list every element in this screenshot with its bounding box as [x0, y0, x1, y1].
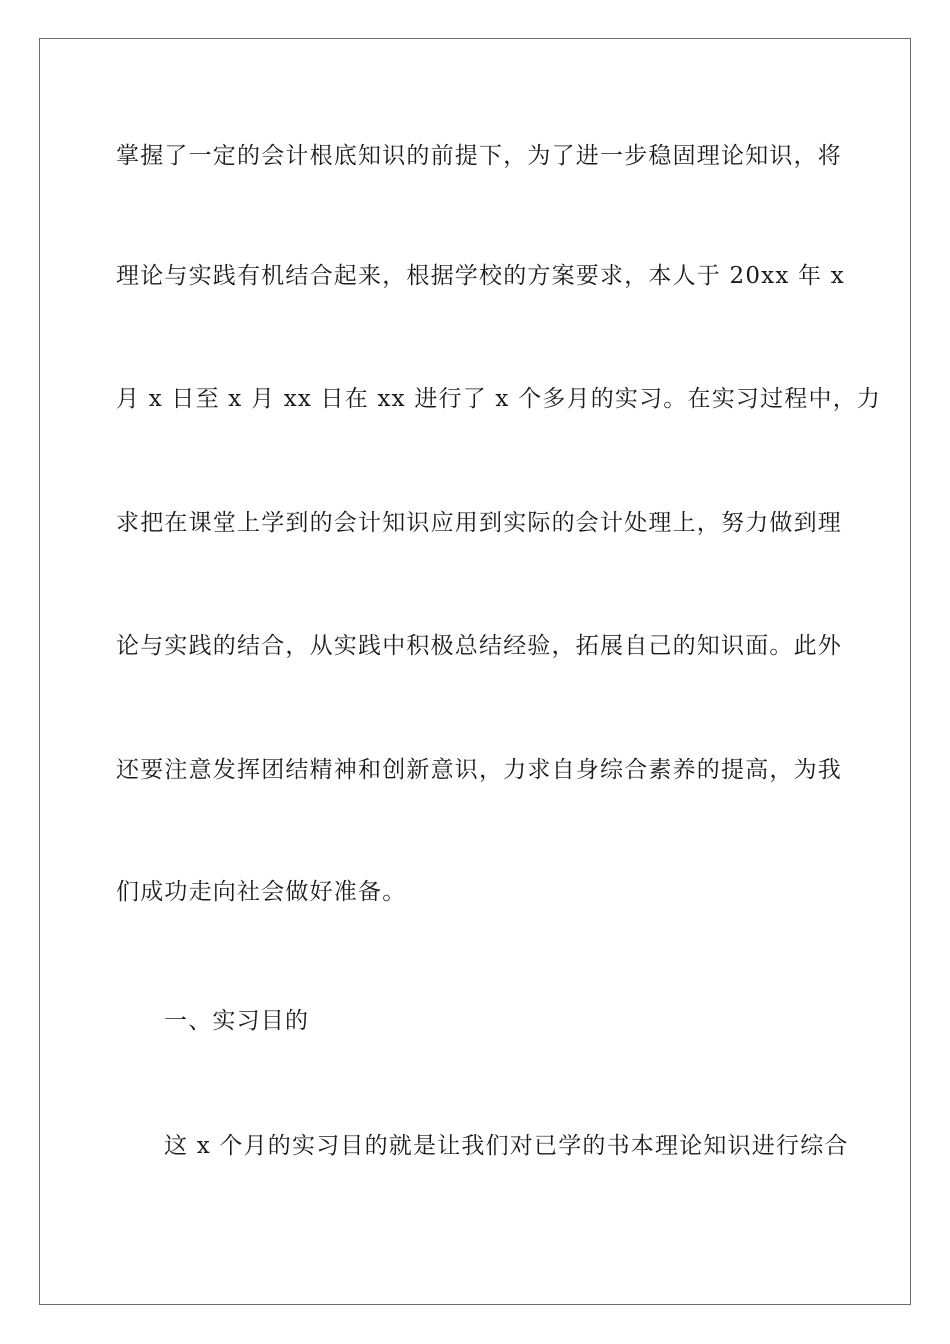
section-paragraph-line-1: 这 x 个月的实习目的就是让我们对已学的书本理论知识进行综合: [164, 1133, 849, 1159]
paragraph-line-4: 求把在课堂上学到的会计知识应用到实际的会计处理上，努力做到理: [116, 510, 842, 536]
paragraph-line-6: 还要注意发挥团结精神和创新意识，力求自身综合素养的提高，为我: [116, 757, 842, 783]
paragraph-line-5: 论与实践的结合，从实践中积极总结经验，拓展自己的知识面。此外: [116, 633, 842, 659]
paragraph-line-3: 月 x 日至 x 月 xx 日在 xx 进行了 x 个多月的实习。在实习过程中，力: [116, 386, 882, 412]
page-border: [39, 38, 911, 1305]
paragraph-line-2: 理论与实践有机结合起来，根据学校的方案要求，本人于 20xx 年 x: [116, 263, 845, 289]
section-heading: 一、实习目的: [164, 1008, 310, 1034]
paragraph-line-7: 们成功走向社会做好准备。: [116, 879, 407, 905]
paragraph-line-1: 掌握了一定的会计根底知识的前提下，为了进一步稳固理论知识，将: [116, 143, 842, 169]
